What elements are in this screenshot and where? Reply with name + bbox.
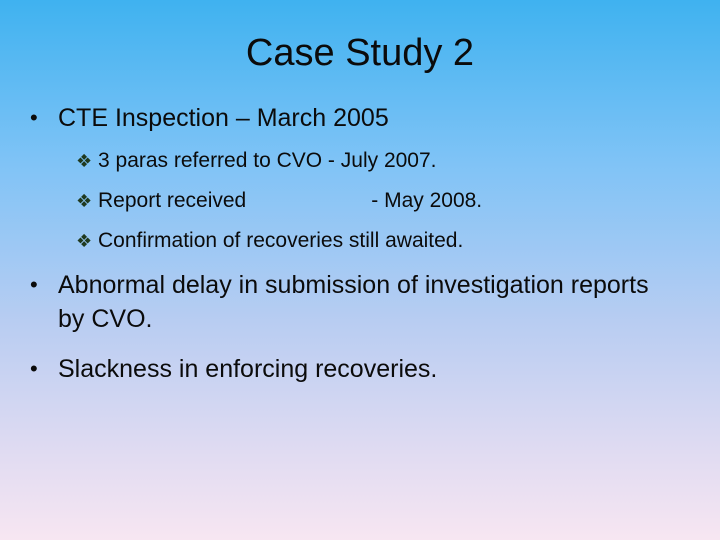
sub-bullet-date: - May 2008. xyxy=(371,189,483,212)
bullet-item-cte-inspection xyxy=(30,102,389,134)
bullet-icon: • xyxy=(30,356,38,381)
bullet-icon: • xyxy=(30,105,38,130)
diamond-bullet-icon: ❖ xyxy=(76,231,93,251)
diamond-bullet-icon: ❖ xyxy=(76,191,93,211)
diamond-bullet-icon: ❖ xyxy=(76,151,93,171)
bullet-item-abnormal-delay xyxy=(30,268,668,336)
bullet-icon: • xyxy=(30,272,38,297)
sub-bullet-text: Confirmation of recoveries still awaited. xyxy=(98,229,464,252)
bullet-text: Slackness in enforcing recoveries. xyxy=(58,355,438,383)
sub-bullet-paras-referred xyxy=(76,147,437,175)
bullet-text: Abnormal delay in submission of investigation reports by CVO. xyxy=(58,271,649,333)
sub-bullet-text: 3 paras referred to CVO - July 2007. xyxy=(98,149,437,172)
sub-bullet-report-received xyxy=(76,187,482,215)
sub-bullet-confirmation-awaited xyxy=(76,227,463,255)
bullet-item-slackness xyxy=(30,353,437,385)
bullet-text: CTE Inspection – March 2005 xyxy=(58,104,389,132)
slide-title: Case Study 2 xyxy=(245,32,475,74)
sub-bullet-text: Report received xyxy=(98,189,247,212)
